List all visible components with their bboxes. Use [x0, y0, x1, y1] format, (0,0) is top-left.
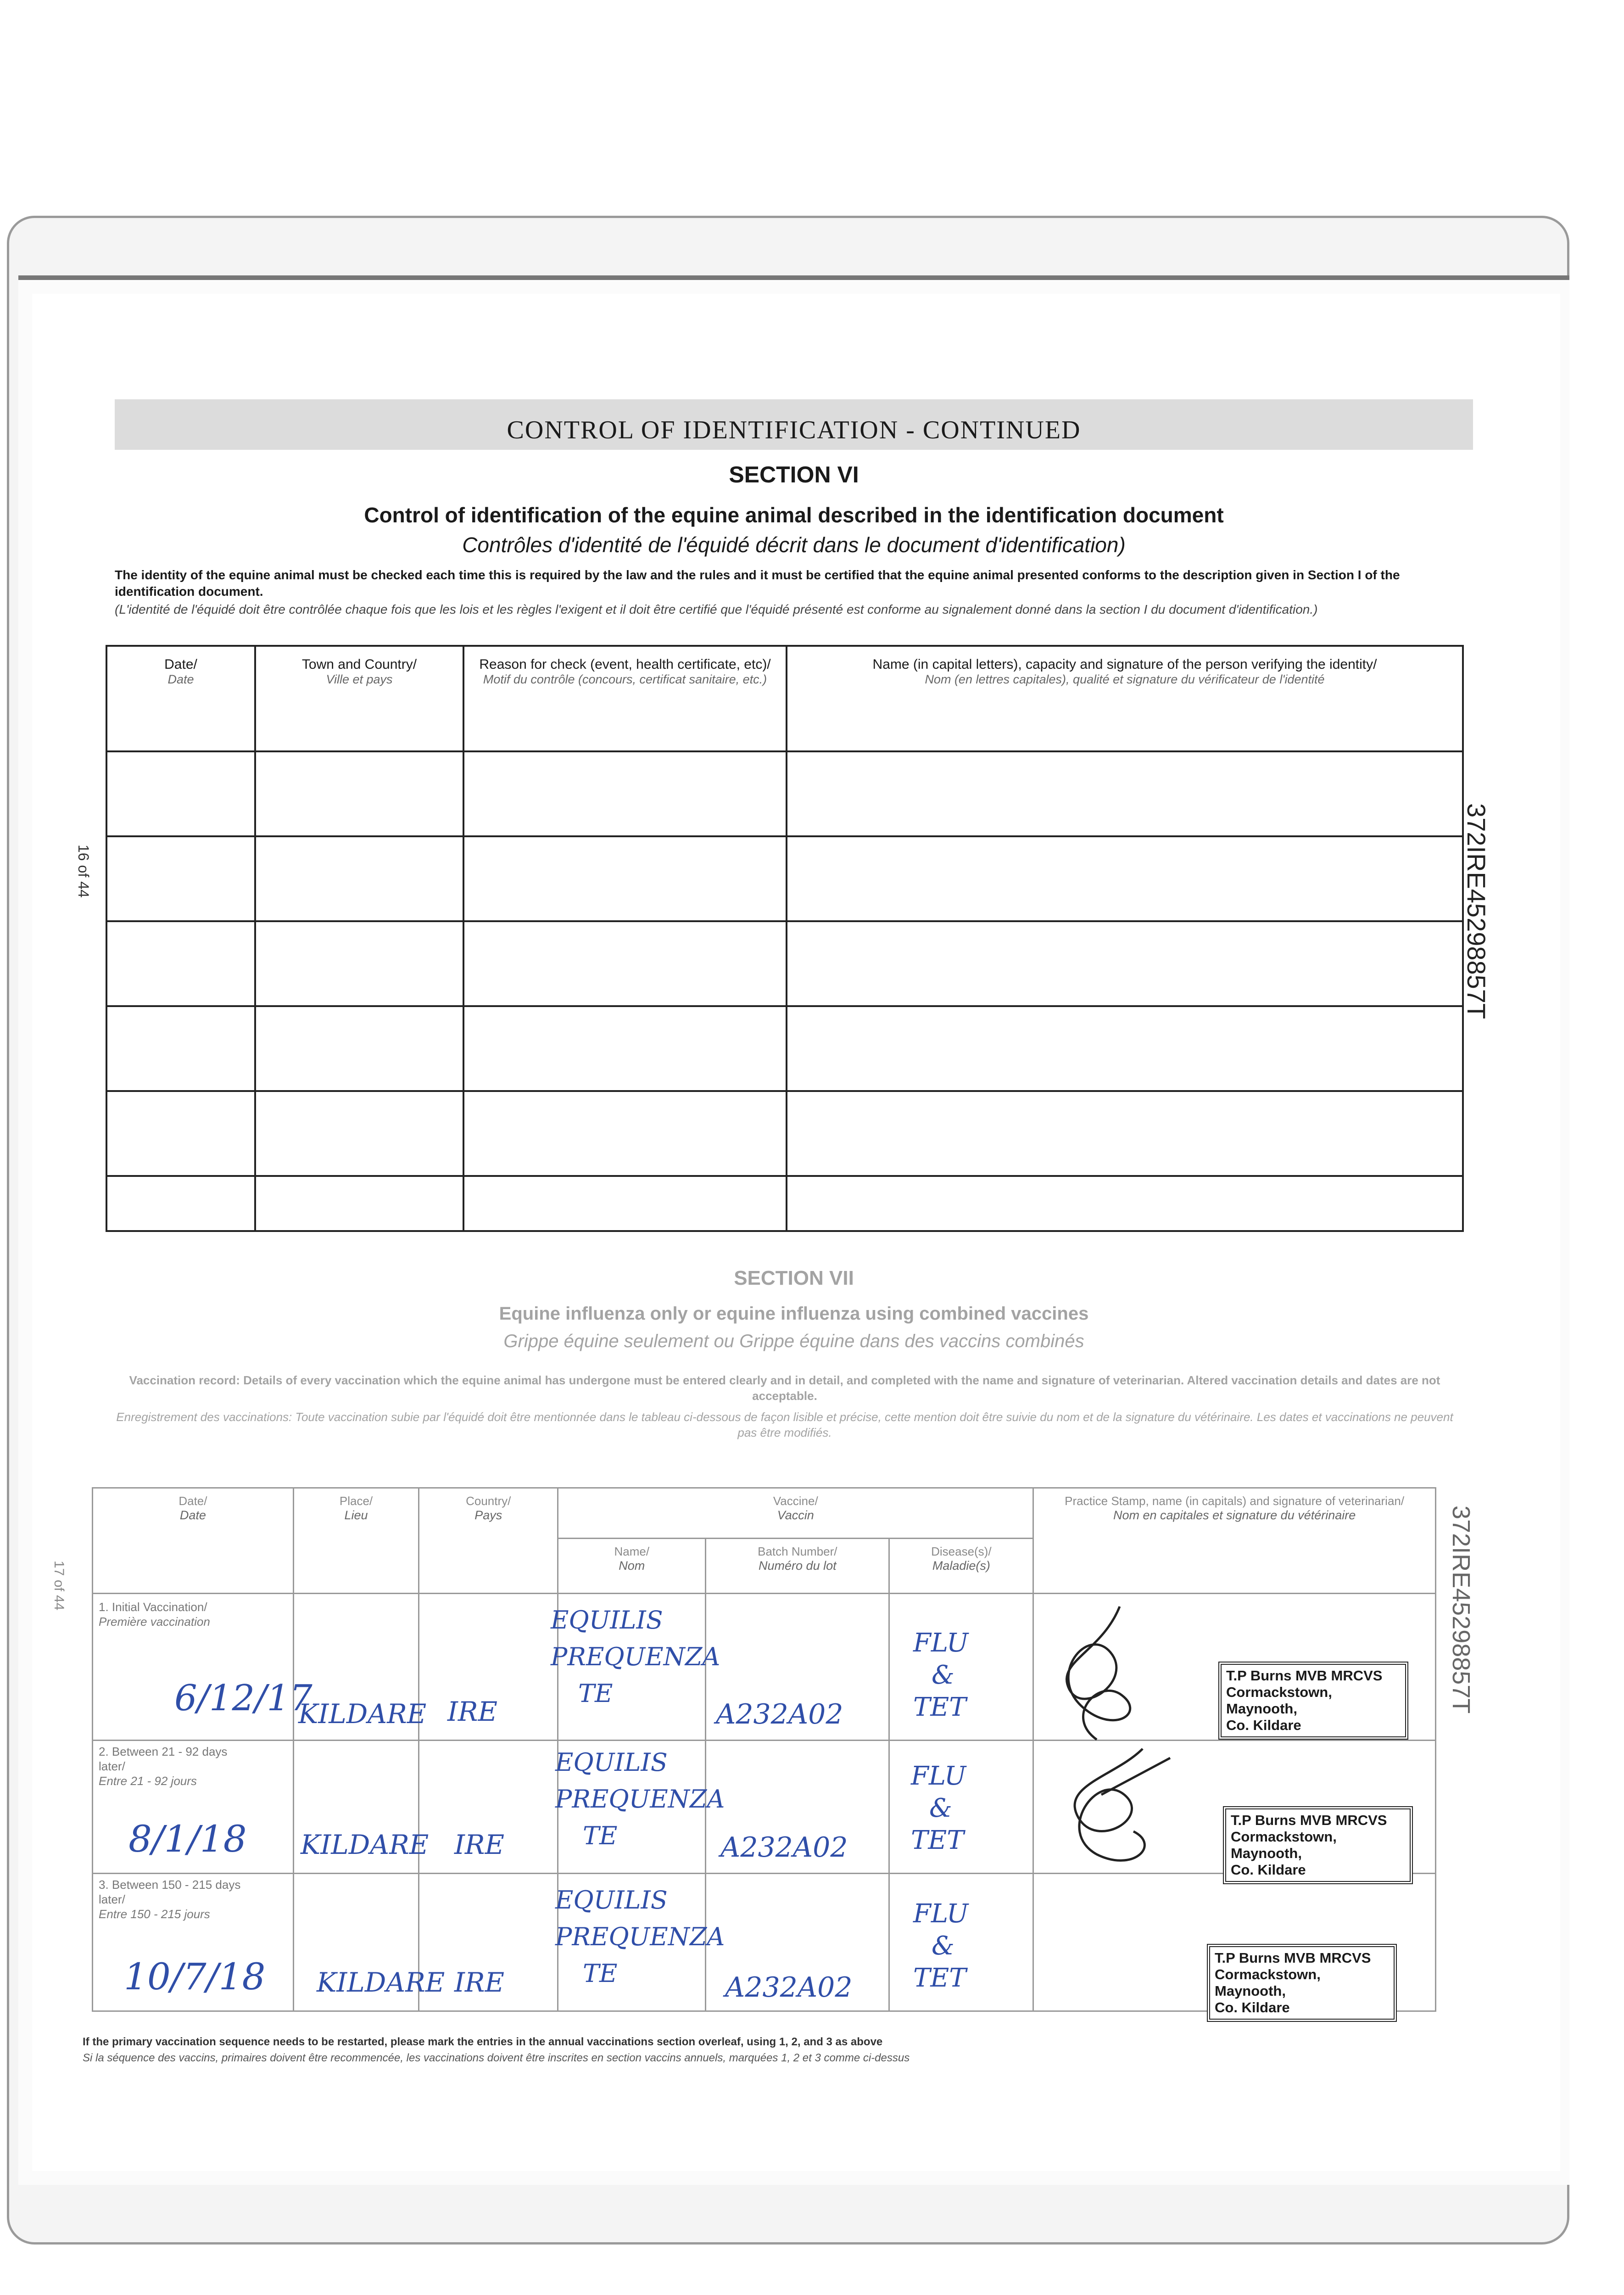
section-vi-instructions-fr: (L'identité de l'équidé doit être contrôlée chaque fois que les lois et les règles l'exigent et il doit être certifié que l'équidé présenté est conforme au signalement donné dans la section I du document d'identification.) [115, 602, 1318, 616]
row3-vaccine-name: EQUILIS PREQUENZA TE [555, 1886, 725, 1988]
section-vi-subtitle-en: Control of identification of the equine animal described in the identification document [364, 503, 1224, 527]
row-label-3: 3. Between 150 - 215 days later/ Entre 150 - 215 jours [99, 1878, 241, 1921]
row3-disease: FLU & TET [913, 1899, 969, 1993]
identity-check-table [106, 645, 1464, 1232]
col-batch-number: Batch Number/ Numéro du lot [706, 1539, 889, 1594]
row2-date: 8/1/18 [128, 1818, 247, 1860]
col-practice-stamp: Practice Stamp, name (in capitals) and signature of veterinarian/ Nom en capitales et signature du vétérinaire [1033, 1488, 1436, 1594]
row3-batch: A232A02 [725, 1971, 853, 2004]
section-vi-subtitle-fr: Contrôles d'identité de l'équidé décrit dans le document d'identification) [462, 533, 1126, 557]
section-vii-subtitle-fr: Grippe équine seulement ou Grippe équine dans des vaccins combinés [503, 1331, 1084, 1351]
row3-date: 10/7/18 [124, 1955, 266, 1998]
passport-id-upper: 372IRE45298857T [1462, 803, 1491, 1019]
row1-vaccine-name: EQUILIS PREQUENZA TE [551, 1606, 720, 1708]
row1-place: KILDARE [298, 1698, 427, 1730]
row2-disease: FLU & TET [911, 1761, 966, 1855]
row-label-2: 2. Between 21 - 92 days later/ Entre 21 - 92 jours [99, 1745, 228, 1788]
row2-country: IRE [454, 1829, 504, 1860]
vaccination-table [92, 1487, 1436, 2012]
row1-batch: A232A02 [716, 1698, 843, 1730]
row2-place: KILDARE [301, 1829, 429, 1860]
section-vii-subtitle-en: Equine influenza only or equine influenza using combined vaccines [499, 1304, 1089, 1324]
row1-disease: FLU & TET [913, 1628, 969, 1722]
identity-check-row [106, 1091, 1463, 1176]
footnote-fr: Si la séquence des vaccins, primaires doivent être recommencée, les vaccinations doivent être inscrites en section vaccins annuels, marquées 1, 2 et 3 comme ci-dessus [83, 2052, 910, 2064]
section-vii-title: SECTION VII [734, 1267, 854, 1289]
col-country: Country/ Pays [419, 1488, 558, 1594]
identity-check-header-row [106, 646, 1463, 751]
identity-check-row [106, 751, 1463, 836]
col-date: Date/ Date [106, 646, 255, 751]
passport-id-lower: 372IRE45298857T [1447, 1506, 1475, 1714]
row1-country: IRE [447, 1696, 497, 1727]
practice-stamp-2: T.P Burns MVB MRCVS Cormackstown, Maynooth, Co. Kildare [1223, 1806, 1413, 1884]
practice-stamp-1: T.P Burns MVB MRCVS Cormackstown, Maynooth, Co. Kildare [1218, 1662, 1408, 1740]
identity-check-row [106, 1176, 1463, 1231]
row1-date: 6/12/17 [174, 1678, 313, 1719]
vet-signature-1 [1028, 1597, 1166, 1749]
col-date: Date/ Date [93, 1488, 294, 1594]
page-number-17: 17 of 44 [51, 1561, 67, 1611]
col-verifier: Name (in capital letters), capacity and signature of the person verifying the identity/ Nom (en lettres capitales), qualité et signature du vérificateur de l'identité [787, 646, 1463, 751]
identity-check-row [106, 836, 1463, 921]
col-vaccine-name: Name/ Nom [558, 1539, 706, 1594]
col-place: Place/ Lieu [293, 1488, 419, 1594]
row3-country: IRE [454, 1967, 504, 1998]
row2-batch: A232A02 [720, 1831, 848, 1864]
footnote-en: If the primary vaccination sequence needs to be restarted, please mark the entries in the annual vaccinations section overleaf, using 1, 2, and 3 as above [83, 2036, 883, 2048]
identity-check-row [106, 1006, 1463, 1091]
section-vii-instructions-en: Vaccination record: Details of every vaccination which the equine animal has undergone must be entered clearly and in detail, and completed with the name and signature of veterinarian. Altered vaccination details and dates are not acceptable. [129, 1373, 1440, 1403]
section-vii-instructions-fr: Enregistrement des vaccinations: Toute vaccination subie par l'équidé doit être mentionnée dans le tableau ci-dessous de façon lisible et précise, cette mention doit être suivie du nom et de la signature du vétérinaire. Les dates et vaccinations ne peuvent pas être modifiés. [116, 1410, 1453, 1439]
page-number-16: 16 of 44 [75, 845, 92, 898]
section-vi-title: SECTION VI [729, 462, 859, 487]
col-town-country: Town and Country/ Ville et pays [255, 646, 463, 751]
vaccination-header-row [93, 1488, 1436, 1539]
identity-check-row [106, 921, 1463, 1006]
row2-vaccine-name: EQUILIS PREQUENZA TE [555, 1748, 725, 1850]
continued-heading: CONTROL OF IDENTIFICATION - CONTINUED [507, 416, 1081, 444]
practice-stamp-3: T.P Burns MVB MRCVS Cormackstown, Maynooth, Co. Kildare [1207, 1944, 1397, 2022]
row-label-1: 1. Initial Vaccination/ Première vaccination [99, 1600, 210, 1629]
col-disease: Disease(s)/ Maladie(s) [889, 1539, 1033, 1594]
col-reason: Reason for check (event, health certificate, etc)/ Motif du contrôle (concours, certificat sanitaire, etc.) [463, 646, 787, 751]
row3-place: KILDARE [317, 1967, 445, 1998]
col-vaccine: Vaccine/ Vaccin [558, 1488, 1033, 1539]
section-vi-instructions-en: The identity of the equine animal must be checked each time this is required by the law and the rules and it must be certified that the equine animal presented conforms to the description given in Section I of the identification document. [115, 568, 1400, 599]
vet-signature-2 [1032, 1740, 1179, 1877]
